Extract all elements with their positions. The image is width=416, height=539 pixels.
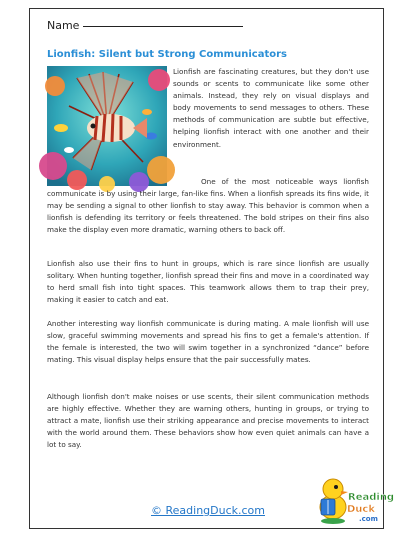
svg-text:Duck: Duck xyxy=(347,504,375,515)
article-title: Lionfish: Silent but Strong Communicators xyxy=(47,49,287,60)
name-field-row xyxy=(47,19,243,32)
name-blank-line xyxy=(83,25,243,27)
reading-duck-logo xyxy=(317,469,395,527)
lionfish-illustration xyxy=(47,66,167,186)
paragraph-1: Lionfish are fascinating creatures, but they don't use sounds or scents to communicate like some other animals. Instead, they rely on visual displays and body movements to send messages to others. These methods of communication are subtle but effective, helping lionfish interact with one another and their environment. xyxy=(173,67,369,149)
paragraph-5: Although lionfish don't make noises or use scents, their silent communication methods are highly effective. Whether they are warning others, hunting in groups, or trying to attract a mate, lionfish use their striking appearance and precise movements to interact with the world around them. These behaviors show how even quiet animals can have a lot to say. xyxy=(47,392,369,450)
svg-text:Reading: Reading xyxy=(348,492,395,503)
name-label: Name xyxy=(47,19,80,32)
svg-text:.com: .com xyxy=(359,515,378,523)
reading-duck-link[interactable]: © ReadingDuck.com xyxy=(151,504,265,517)
paragraph-2: One of the most noticeable ways lionfish communicate is by using their large, fan-like fins. When a lionfish spreads its fins wide, it may be sending a signal to other lionfish to stay away. This behavior is common when a lionfish is defending its territory or feels threatened. The bold stripes on their fins also make the display even more dramatic, warning others to back off. xyxy=(47,177,369,235)
paragraph-4: Another interesting way lionfish communicate is during mating. A male lionfish will use slow, graceful swimming movements and spread his fins to get a female's attention. If the female is interested, the two will swim together in a synchronized “dance” before mating. This visual display helps ensure that the pair successfully mates. xyxy=(47,319,369,365)
paragraph-3: Lionfish also use their fins to hunt in groups, which is rare since lionfish are usually solitary. When hunting together, lionfish spread their fins and move in a coordinated way to herd small fish into tight spaces. This teamwork allows them to trap their prey, making it easier to catch and eat. xyxy=(47,259,369,305)
